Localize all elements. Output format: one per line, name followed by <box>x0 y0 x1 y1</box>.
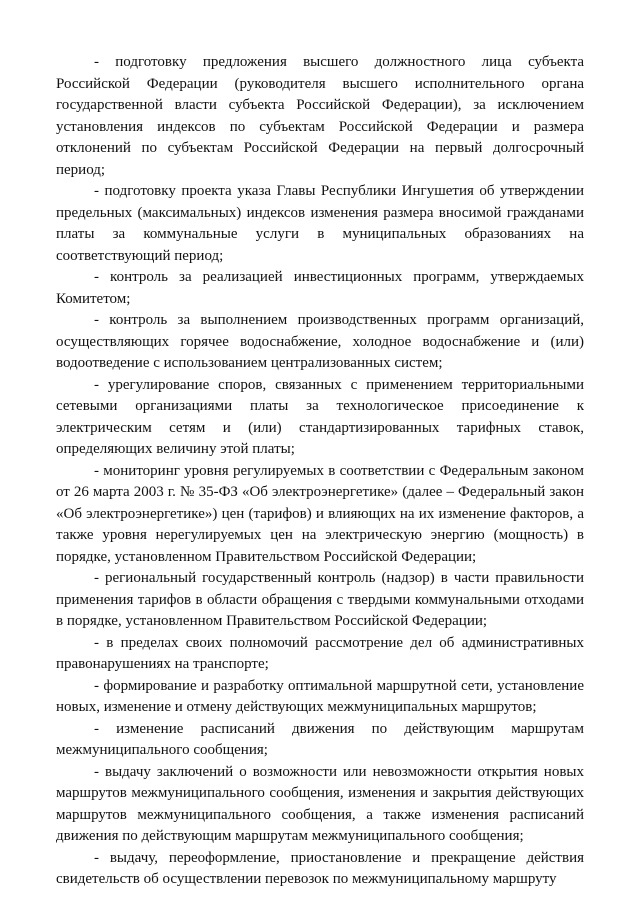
paragraph-12: - выдачу, переоформление, приостановление и прекращение действия свидетельств об осуществлении перевозок по межмуниципальному маршруту <box>56 849 584 887</box>
paragraph-5: - урегулирование споров, связанных с применением территориальными сетевыми организациями платы за технологическое присоединение к электрическим сетям и (или) стандартизированных тарифных ставок, определяющих величину этой платы; <box>56 376 584 457</box>
paragraph-10: - изменение расписаний движения по действующим маршрутам межмуниципального сообщения; <box>56 720 584 758</box>
paragraph-6: - мониторинг уровня регулируемых в соответствии с Федеральным законом от 26 марта 2003 г. № 35-ФЗ «Об электроэнергетике» (далее – Федеральный закон «Об электроэнергетике») цен (тарифов) и влияющих на их изменение факторов, а также уровня нерегулируемых цен на электрическую энергию (мощность) в порядке, установленном Правительством Российской Федерации; <box>56 462 584 565</box>
paragraph-11: - выдачу заключений о возможности или невозможности открытия новых маршрутов межмуниципального сообщения, изменения и закрытия действующих маршрутов межмуниципального сообщения, а также изменения расписаний движения по действующим маршрутам межмуниципального сообщения; <box>56 763 584 844</box>
paragraph-2: - подготовку проекта указа Главы Республики Ингушетия об утверждении предельных (максимальных) индексов изменения размера вносимой гражданами платы за коммунальные услуги в муниципальных образованиях на соответствующий период; <box>56 183 584 264</box>
paragraph-9: - формирование и разработку оптимальной маршрутной сети, установление новых, изменение и отмену действующих межмуниципальных маршрутов; <box>56 677 584 715</box>
paragraph-8: - в пределах своих полномочий рассмотрение дел об административных правонарушениях на транспорте; <box>56 634 584 672</box>
paragraph-3: - контроль за реализацией инвестиционных программ, утверждаемых Комитетом; <box>56 269 584 307</box>
paragraph-4: - контроль за выполнением производственных программ организаций, осуществляющих горячее водоснабжение, холодное водоснабжение и (или) водоотведение с использованием централизованных систем; <box>56 312 584 371</box>
document-page <box>56 52 584 891</box>
paragraph-1: - подготовку предложения высшего должностного лица субъекта Российской Федерации (руководителя высшего исполнительного органа государственной власти субъекта Российской Федерации), за исключением установления индексов по субъектам Российской Федерации и размера отклонений по субъектам Российской Федерации на первый долгосрочный период; <box>56 54 584 178</box>
paragraph-7: - региональный государственный контроль (надзор) в части правильности применения тарифов в области обращения с твердыми коммунальными отходами в порядке, установленном Правительством Российской Федерации; <box>56 570 584 629</box>
